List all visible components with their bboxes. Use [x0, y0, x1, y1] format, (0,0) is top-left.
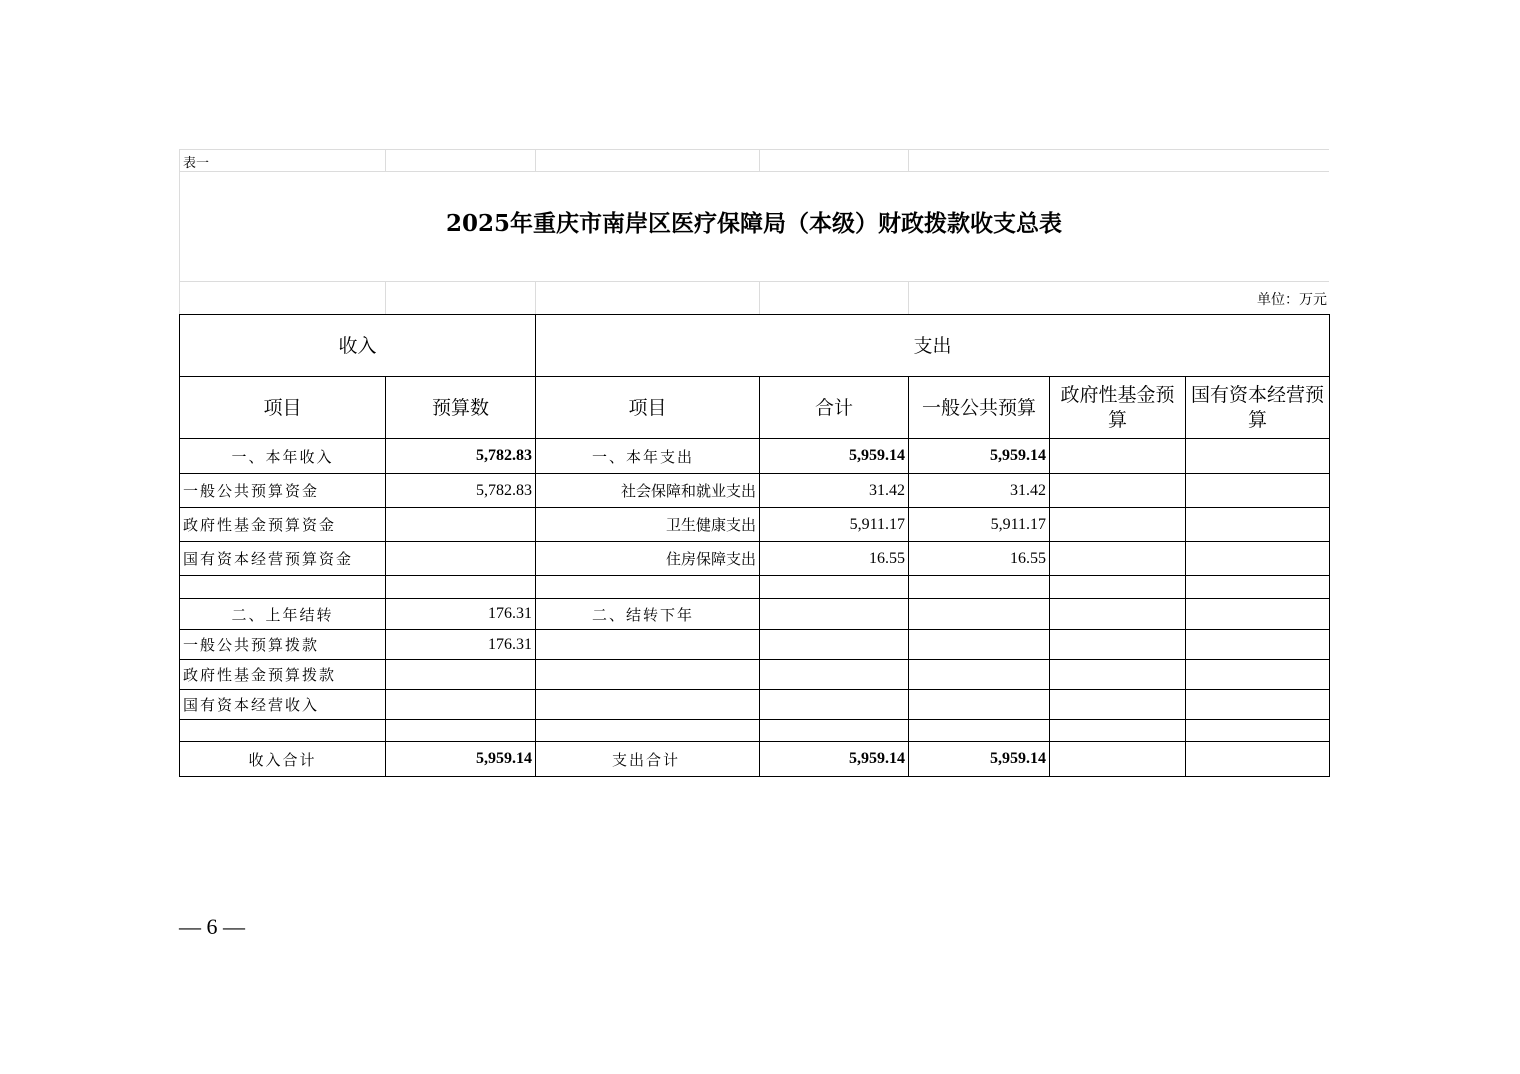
budget-table [179, 314, 1330, 777]
state-capital-cell [1186, 720, 1330, 742]
table-row [180, 690, 1330, 720]
income-item-cell: 一、本年收入 [180, 439, 386, 474]
page-title: 2025年重庆市南岸区医疗保障局（本级）财政拨款收支总表 [445, 210, 1062, 237]
income-value-cell [386, 576, 536, 599]
income-item-cell [180, 576, 386, 599]
gov-fund-cell [1050, 542, 1186, 576]
sheet-label: 表一 [183, 156, 210, 171]
income-item-cell: 政府性基金预算拨款 [180, 660, 386, 690]
income-item-cell [180, 720, 386, 742]
total-cell: 31.42 [760, 474, 909, 508]
income-item-cell: 二、上年结转 [180, 599, 386, 630]
expense-item-cell [536, 576, 760, 599]
expense-item-cell [536, 690, 760, 720]
income-item-cell: 政府性基金预算资金 [180, 508, 386, 542]
income-item-cell: 收入合计 [180, 742, 386, 777]
table-row [180, 660, 1330, 690]
gov-fund-cell [1050, 576, 1186, 599]
state-capital-cell [1186, 660, 1330, 690]
income-value-cell [386, 508, 536, 542]
expense-item-cell: 一、本年支出 [536, 439, 760, 474]
gov-fund-cell [1050, 439, 1186, 474]
income-value-cell [386, 542, 536, 576]
income-value-cell: 5,782.83 [386, 474, 536, 508]
gov-fund-cell [1050, 690, 1186, 720]
table-row [180, 542, 1330, 576]
col-state-capital: 国有资本经营预算 [1186, 377, 1330, 439]
state-capital-cell [1186, 474, 1330, 508]
state-capital-cell [1186, 542, 1330, 576]
income-item-cell: 国有资本经营收入 [180, 690, 386, 720]
expense-item-cell [536, 660, 760, 690]
total-cell: 5,911.17 [760, 508, 909, 542]
income-header: 收入 [180, 315, 536, 377]
general-budget-cell [909, 720, 1050, 742]
state-capital-cell [1186, 742, 1330, 777]
total-cell [760, 630, 909, 660]
general-budget-cell [909, 576, 1050, 599]
gov-fund-cell [1050, 630, 1186, 660]
state-capital-cell [1186, 576, 1330, 599]
general-budget-cell [909, 630, 1050, 660]
income-item-cell: 国有资本经营预算资金 [180, 542, 386, 576]
gov-fund-cell [1050, 508, 1186, 542]
income-item-cell: 一般公共预算资金 [180, 474, 386, 508]
col-general: 一般公共预算 [909, 377, 1050, 439]
total-cell: 16.55 [760, 542, 909, 576]
gov-fund-cell [1050, 599, 1186, 630]
gov-fund-cell [1050, 742, 1186, 777]
table-row [180, 439, 1330, 474]
gov-fund-cell [1050, 660, 1186, 690]
col-item-income: 项目 [180, 377, 386, 439]
expense-item-cell: 住房保障支出 [536, 542, 760, 576]
general-budget-cell: 5,959.14 [909, 742, 1050, 777]
expense-item-cell: 支出合计 [536, 742, 760, 777]
total-cell [760, 690, 909, 720]
expense-item-cell: 社会保障和就业支出 [536, 474, 760, 508]
income-value-cell [386, 720, 536, 742]
state-capital-cell [1186, 439, 1330, 474]
income-value-cell: 5,782.83 [386, 439, 536, 474]
total-cell [760, 720, 909, 742]
state-capital-cell [1186, 630, 1330, 660]
state-capital-cell [1186, 599, 1330, 630]
expense-item-cell [536, 630, 760, 660]
table-row [180, 508, 1330, 542]
income-item-cell: 一般公共预算拨款 [180, 630, 386, 660]
table-row [180, 720, 1330, 742]
general-budget-cell: 16.55 [909, 542, 1050, 576]
table-body [180, 439, 1330, 777]
total-cell: 5,959.14 [760, 439, 909, 474]
col-total: 合计 [760, 377, 909, 439]
expense-header: 支出 [536, 315, 1330, 377]
table-row [180, 630, 1330, 660]
col-budget: 预算数 [386, 377, 536, 439]
general-budget-cell: 31.42 [909, 474, 1050, 508]
income-value-cell: 176.31 [386, 630, 536, 660]
general-budget-cell: 5,959.14 [909, 439, 1050, 474]
table-row [180, 474, 1330, 508]
gov-fund-cell [1050, 720, 1186, 742]
unit-label: 单位：万元 [1257, 292, 1327, 308]
state-capital-cell [1186, 508, 1330, 542]
income-value-cell: 5,959.14 [386, 742, 536, 777]
expense-item-cell [536, 720, 760, 742]
income-value-cell: 176.31 [386, 599, 536, 630]
expense-item-cell: 二、结转下年 [536, 599, 760, 630]
state-capital-cell [1186, 690, 1330, 720]
income-value-cell [386, 690, 536, 720]
general-budget-cell [909, 690, 1050, 720]
total-cell [760, 660, 909, 690]
page-number: — 6 — [179, 914, 245, 939]
expense-item-cell: 卫生健康支出 [536, 508, 760, 542]
total-cell: 5,959.14 [760, 742, 909, 777]
table-row [180, 576, 1330, 599]
total-cell [760, 576, 909, 599]
col-item-expense: 项目 [536, 377, 760, 439]
col-gov-fund: 政府性基金预算 [1050, 377, 1186, 439]
table-row [180, 599, 1330, 630]
gov-fund-cell [1050, 474, 1186, 508]
total-cell [760, 599, 909, 630]
general-budget-cell [909, 660, 1050, 690]
table-row [180, 742, 1330, 777]
income-value-cell [386, 660, 536, 690]
general-budget-cell: 5,911.17 [909, 508, 1050, 542]
general-budget-cell [909, 599, 1050, 630]
